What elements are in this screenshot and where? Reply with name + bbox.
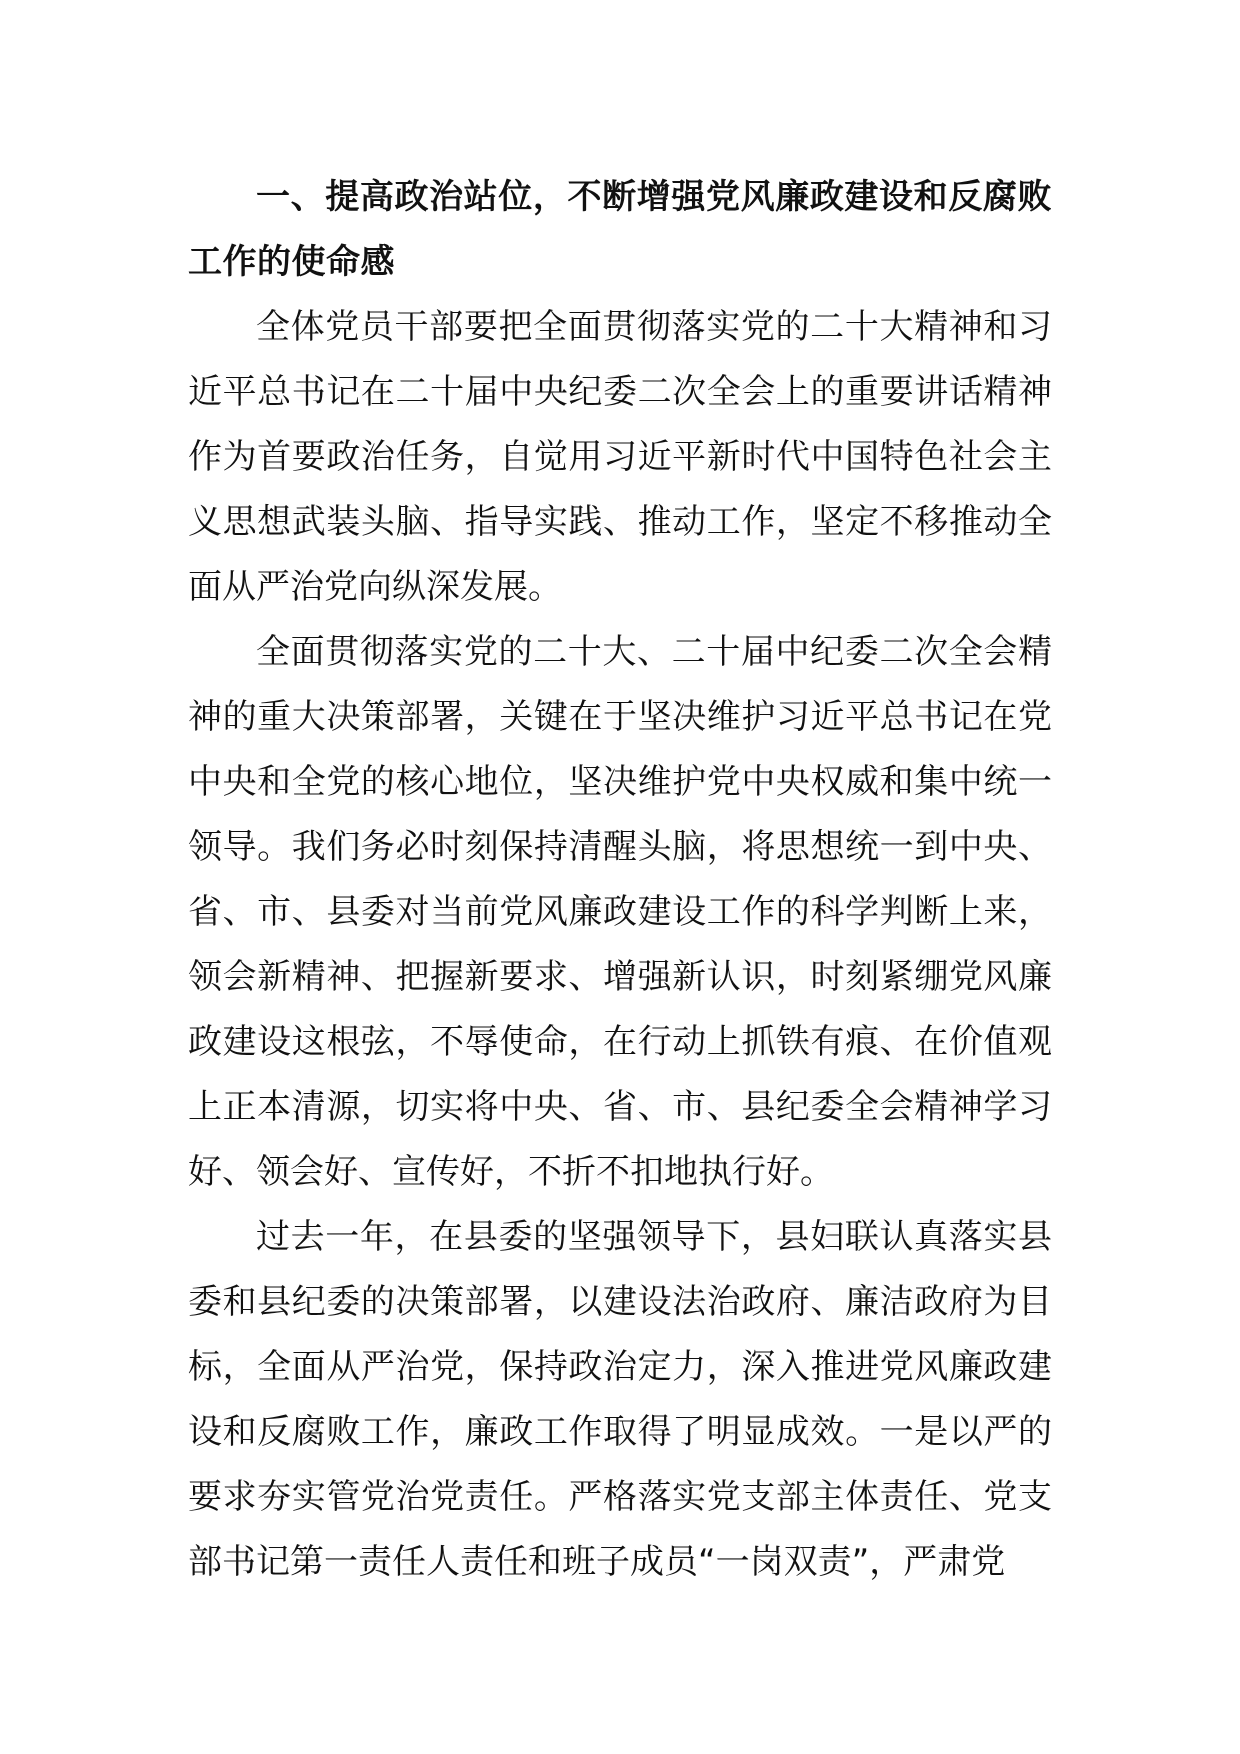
body-paragraph: 全体党员干部要把全面贯彻落实党的二十大精神和习近平总书记在二十届中央纪委二次全会上的重要讲话精神作为首要政治任务，自觉用习近平新时代中国特色社会主义思想武装头脑、指导实践、推动工作，坚定不移推动全面从严治党向纵深发展。 bbox=[188, 307, 1052, 607]
body-paragraph: 全面贯彻落实党的二十大、二十届中纪委二次全会精神的重大决策部署，关键在于坚决维护习近平总书记在党中央和全党的核心地位，坚决维护党中央权威和集中统一领导。我们务必时刻保持清醒头脑，将思想统一到中央、省、市、县委对当前党风廉政建设工作的科学判断上来，领会新精神、把握新要求、增强新认识，时刻紧绷党风廉政建设这根弦，不辱使命，在行动上抓铁有痕、在价值观上正本清源，切实将中央、省、市、县纪委全会精神学习好、领会好、宣传好，不折不扣地执行好。 bbox=[188, 632, 1052, 1192]
body-paragraph: 过去一年，在县委的坚强领导下，县妇联认真落实县委和县纪委的决策部署，以建设法治政府、廉洁政府为目标，全面从严治党，保持政治定力，深入推进党风廉政建设和反腐败工作，廉政工作取得了明显成效。一是以严的要求夯实管党治党责任。严格落实党支部主体责任、党支部书记第一责任人责任和班子成员“一岗双责”，严肃党 bbox=[188, 1217, 1052, 1582]
section-heading: 一、提高政治站位，不断增强党风廉政建设和反腐败工作的使命感 bbox=[188, 177, 1052, 282]
document-body bbox=[188, 165, 1052, 1595]
